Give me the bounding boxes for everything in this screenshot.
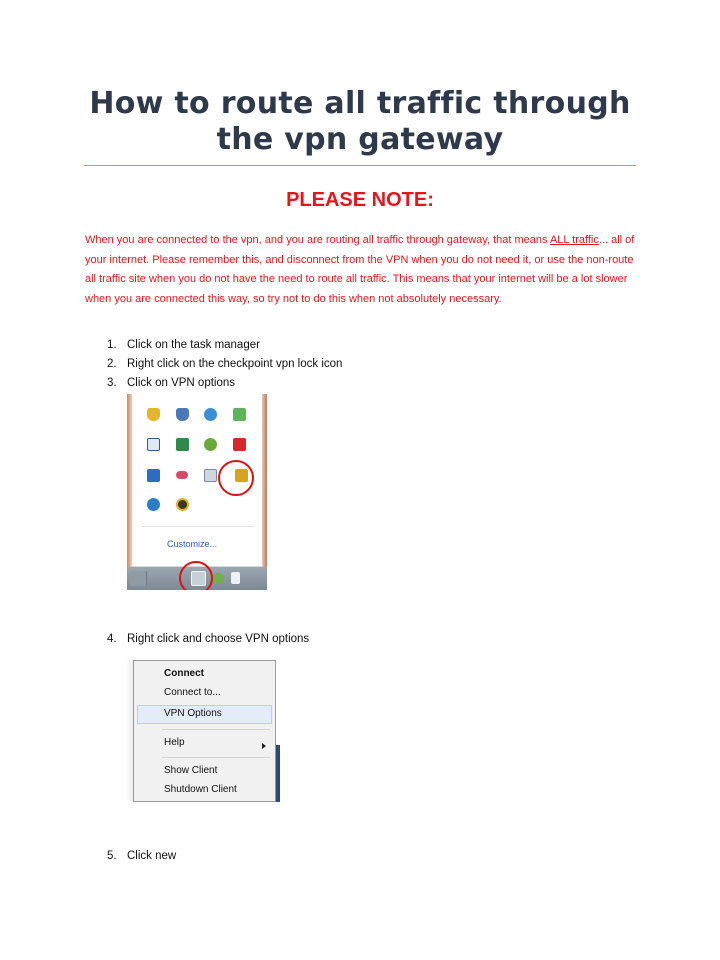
step-number: 2. — [107, 358, 117, 370]
menu-item-shutdown-client[interactable]: Shutdown Client — [164, 784, 237, 795]
flag-icon — [231, 572, 240, 584]
taskbar-segment — [130, 571, 147, 586]
tray-screenshot — [127, 394, 267, 590]
step-1 — [107, 337, 260, 353]
chat-icon — [233, 408, 246, 421]
note-text-before: When you are connected to the vpn, and you are routing all traffic through gateway, that means — [85, 234, 550, 246]
customize-link[interactable]: Customize... — [167, 539, 218, 549]
step-5 — [107, 848, 176, 864]
step-text: Click on VPN options — [127, 377, 236, 389]
defender-icon — [176, 408, 189, 421]
note-underlined-text: ALL traffic — [549, 234, 599, 246]
tray-arrow-highlight-circle — [179, 561, 213, 590]
recycle-icon — [204, 438, 217, 451]
step-number: 3. — [107, 377, 117, 389]
menu-background-edge — [126, 660, 133, 802]
shield-icon — [147, 408, 160, 421]
title-divider — [84, 165, 636, 166]
context-menu — [133, 660, 276, 802]
step-4 — [107, 631, 309, 647]
note-text-after: ... all of your internet. Please remember this, and disconnect from the VPN when you do not need it, or use the non-route all traffic site when you do not have the need to route all traffic. This means that your internet will be a lot slower when you are connected this way, so try not to do this when not absolutely necessary. — [85, 234, 635, 305]
globe-icon — [147, 498, 160, 511]
step-number: 5. — [107, 850, 117, 862]
flower-icon — [176, 498, 189, 511]
menu-item-connect[interactable]: Connect — [164, 668, 204, 679]
popup-divider — [142, 526, 254, 527]
vpn-icon-highlight-circle — [218, 460, 254, 496]
menu-item-show-client[interactable]: Show Client — [164, 765, 218, 776]
step-2 — [107, 356, 342, 372]
chart-icon — [176, 438, 189, 451]
step-3 — [107, 375, 235, 391]
step-text: Right click on the checkpoint vpn lock icon — [127, 358, 343, 370]
menu-separator — [162, 729, 270, 730]
ie-icon — [204, 408, 217, 421]
menu-item-vpn-options[interactable]: VPN Options — [164, 708, 222, 719]
bracket-icon — [233, 438, 246, 451]
step-text: Right click and choose VPN options — [127, 633, 310, 645]
plane-icon — [176, 471, 188, 479]
step-number: 4. — [107, 633, 117, 645]
menu-shadow-edge — [276, 745, 280, 802]
note-paragraph — [85, 231, 637, 309]
network-icon — [213, 573, 224, 584]
window-icon — [147, 438, 160, 451]
step-text: Click on the task manager — [127, 339, 260, 351]
menu-item-help[interactable]: Help — [164, 737, 185, 748]
notepad-icon — [204, 469, 217, 482]
submenu-arrow-icon — [262, 743, 266, 749]
menu-separator — [162, 757, 270, 758]
menu-item-connect-to[interactable]: Connect to... — [164, 687, 221, 698]
step-text: Click new — [127, 850, 177, 862]
outlook-icon — [147, 469, 160, 482]
step-number: 1. — [107, 339, 117, 351]
note-heading: PLEASE NOTE: — [286, 189, 434, 211]
page-title: How to route all traffic through the vpn gateway — [89, 86, 631, 157]
